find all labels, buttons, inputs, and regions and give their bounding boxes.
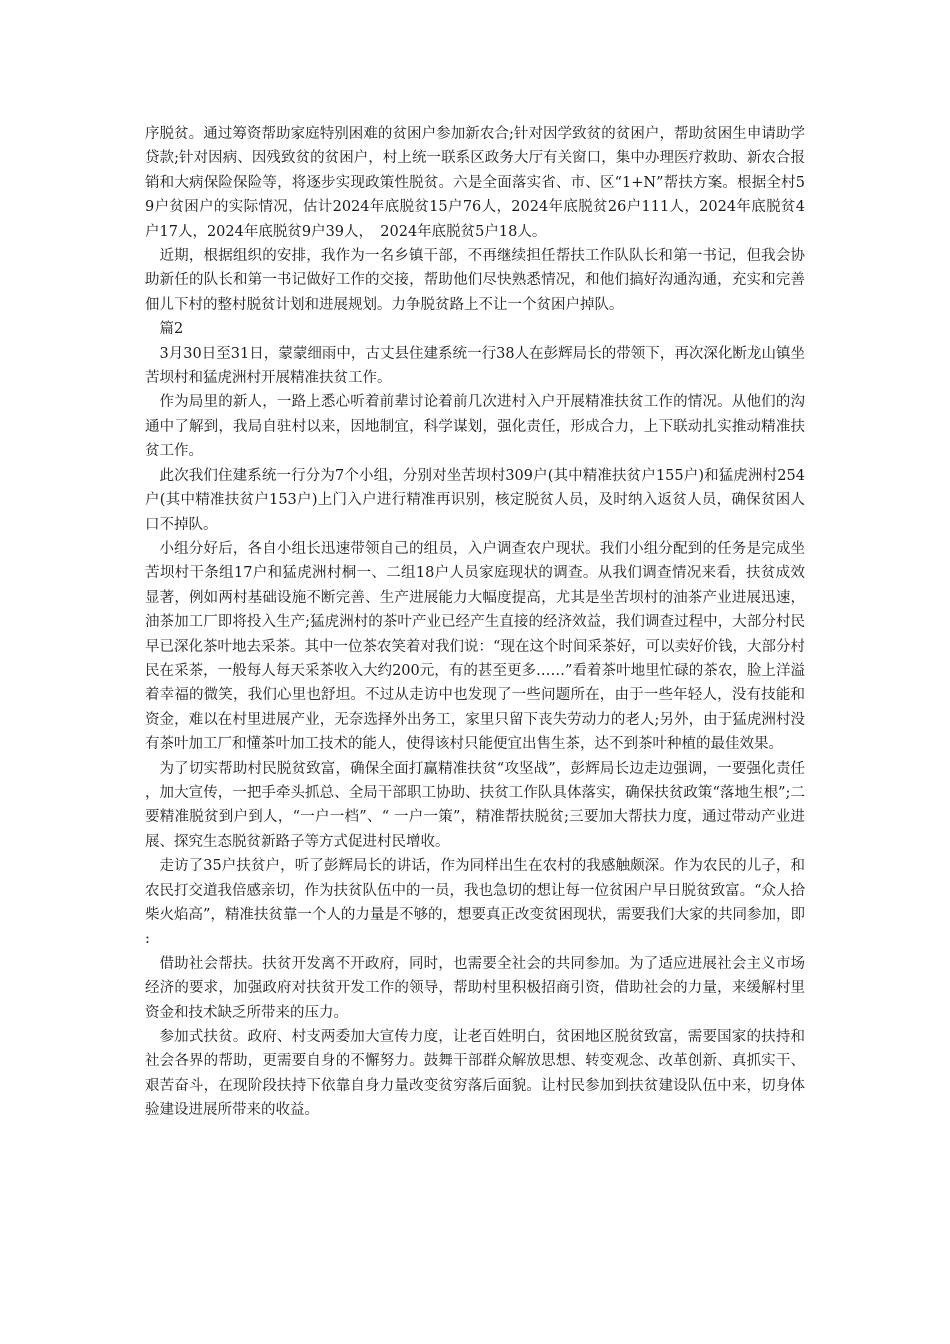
section-heading: 篇2 <box>159 321 184 338</box>
paragraph-2: 近期，根据组织的安排，我作为一名乡镇干部，不再继续担任帮扶工作队队长和第一书记，但我会协助新任的队长和第一书记做好工作的交接，帮助他们尽快熟悉情况，和他们搞好沟通沟通，充实和完善佃儿下村的整村脱贫计划和进展规划。力争脱贫路上不让一个贫困户掉队。 <box>145 248 805 313</box>
paragraph-4: 作为局里的新人，一路上悉心听着前辈讨论着前几次进村入户开展精准扶贫工作的情况。从他们的沟通中了解到，我局自驻村以来，因地制宜，科学谋划，强化责任，形成合力，上下联动扎实推动精准扶贫工作。 <box>145 394 805 460</box>
paragraph-3: 3月30日至31日，蒙蒙细雨中，古丈县住建系统一行38人在彭辉局长的带领下，再次深化断龙山镇坐苦坝村和猛虎洲村开展精准扶贫工作。 <box>145 345 805 387</box>
paragraph-8: 走访了35户扶贫户，听了彭辉局长的讲话，作为同样出生在农村的我感触颇深。作为农民的儿子，和农民打交道我倍感亲切，作为扶贫队伍中的一员，我也急切的想让每一位贫困户早日脱贫致富。“众人拾柴火焰高”，精准扶贫靠一个人的力量是不够的，想要真正改变贫困现状，需要我们大家的共同参加，即: <box>145 858 805 948</box>
paragraph-6: 小组分好后，各自小组长迅速带领自己的组员，入户调查农户现状。我们小组分配到的任务是完成坐苦坝村干条组17户和猛虎洲村桐一、二组18户人员家庭现状的调查。从我们调查情况来看，扶贫成效显著，例如两村基础设施不断完善、生产进展能力大幅度提高，尤其是坐苦坝村的油茶产业进展迅速，油茶加工厂即将投入生产;猛虎洲村的茶叶产业已经产生直接的经济效益，我们调查过程中，大部分村民早已深化茶叶地去采茶。其中一位茶农笑着对我们说：“现在这个时间采茶好，可以卖好价钱，大部分村民在采茶，一般每人每天采茶收入大约200元，有的甚至更多……”看着茶叶地里忙碌的茶农，脸上洋溢着幸福的微笑，我们心里也舒坦。不过从走访中也发现了一些问题所在，由于一些年轻人，没有技能和资金，难以在村里进展产业，无奈选择外出务工，家里只留下丧失劳动力的老人;另外，由于猛虎洲村没有茶叶加工厂和懂茶叶加工技术的能人，使得该村只能便宜出售生茶，达不到茶叶种植的最佳效果。 <box>145 540 805 753</box>
paragraph-1: 序脱贫。通过筹资帮助家庭特别困难的贫困户参加新农合;针对因学致贫的贫困户，帮助贫困生申请助学贷款;针对因病、因残致贫的贫困户，村上统一联系区政务大厅有关窗口，集中办理医疗救助、新农合报销和大病保险保险等，将逐步实现政策性脱贫。六是全面落实省、市、区“1+N”帮扶方案。根据全村59户贫困户的实际情况，估计2024年底脱贫15户76人，2024年底脱贫26户111人，2024年底脱贫4户17人，2024年底脱贫9户39人， 2024年底脱贫5户18人。 <box>145 126 805 240</box>
paragraph-10: 参加式扶贫。政府、村支两委加大宣传力度，让老百姓明白，贫困地区脱贫致富，需要国家的扶持和社会各界的帮助，更需要自身的不懈努力。鼓舞干部群众解放思想、转变观念、改革创新、真抓实干、艰苦奋斗，在现阶段扶持下依靠自身力量改变贫穷落后面貌。让村民参加到扶贫建设队伍中来，切身体验建设进展所带来的收益。 <box>145 1029 805 1119</box>
paragraph-5: 此次我们住建系统一行分为7个小组，分别对坐苦坝村309户(其中精准扶贫户155户)和猛虎洲村254户(其中精准扶贫户153户)上门入户进行精准再识别，核定脱贫人员，及时纳入返贫人员，确保贫困人口不掉队。 <box>145 467 805 533</box>
paragraph-9: 借助社会帮扶。扶贫开发离不开政府，同时，也需要全社会的共同参加。为了适应进展社会主义市场经济的要求，加强政府对扶贫开发工作的领导，帮助村里积极招商引资，借助社会的力量，来缓解村里资金和技术缺乏所带来的压力。 <box>145 955 805 1021</box>
paragraph-7: 为了切实帮助村民脱贫致富，确保全面打赢精准扶贫“攻坚战”，彭辉局长边走边强调，一要强化责任，加大宣传，一把手牵头抓总、全局干部职工协助、扶贫工作队具体落实，确保扶贫政策“落地生根”;二要精准脱贫到户到人，“一户一档”、“ 一户一策”，精准帮扶脱贫;三要加大帮扶力度，通过带动产业进展、探究生态脱贫新路子等方式促进村民增收。 <box>145 760 805 850</box>
document-body <box>145 122 805 1123</box>
